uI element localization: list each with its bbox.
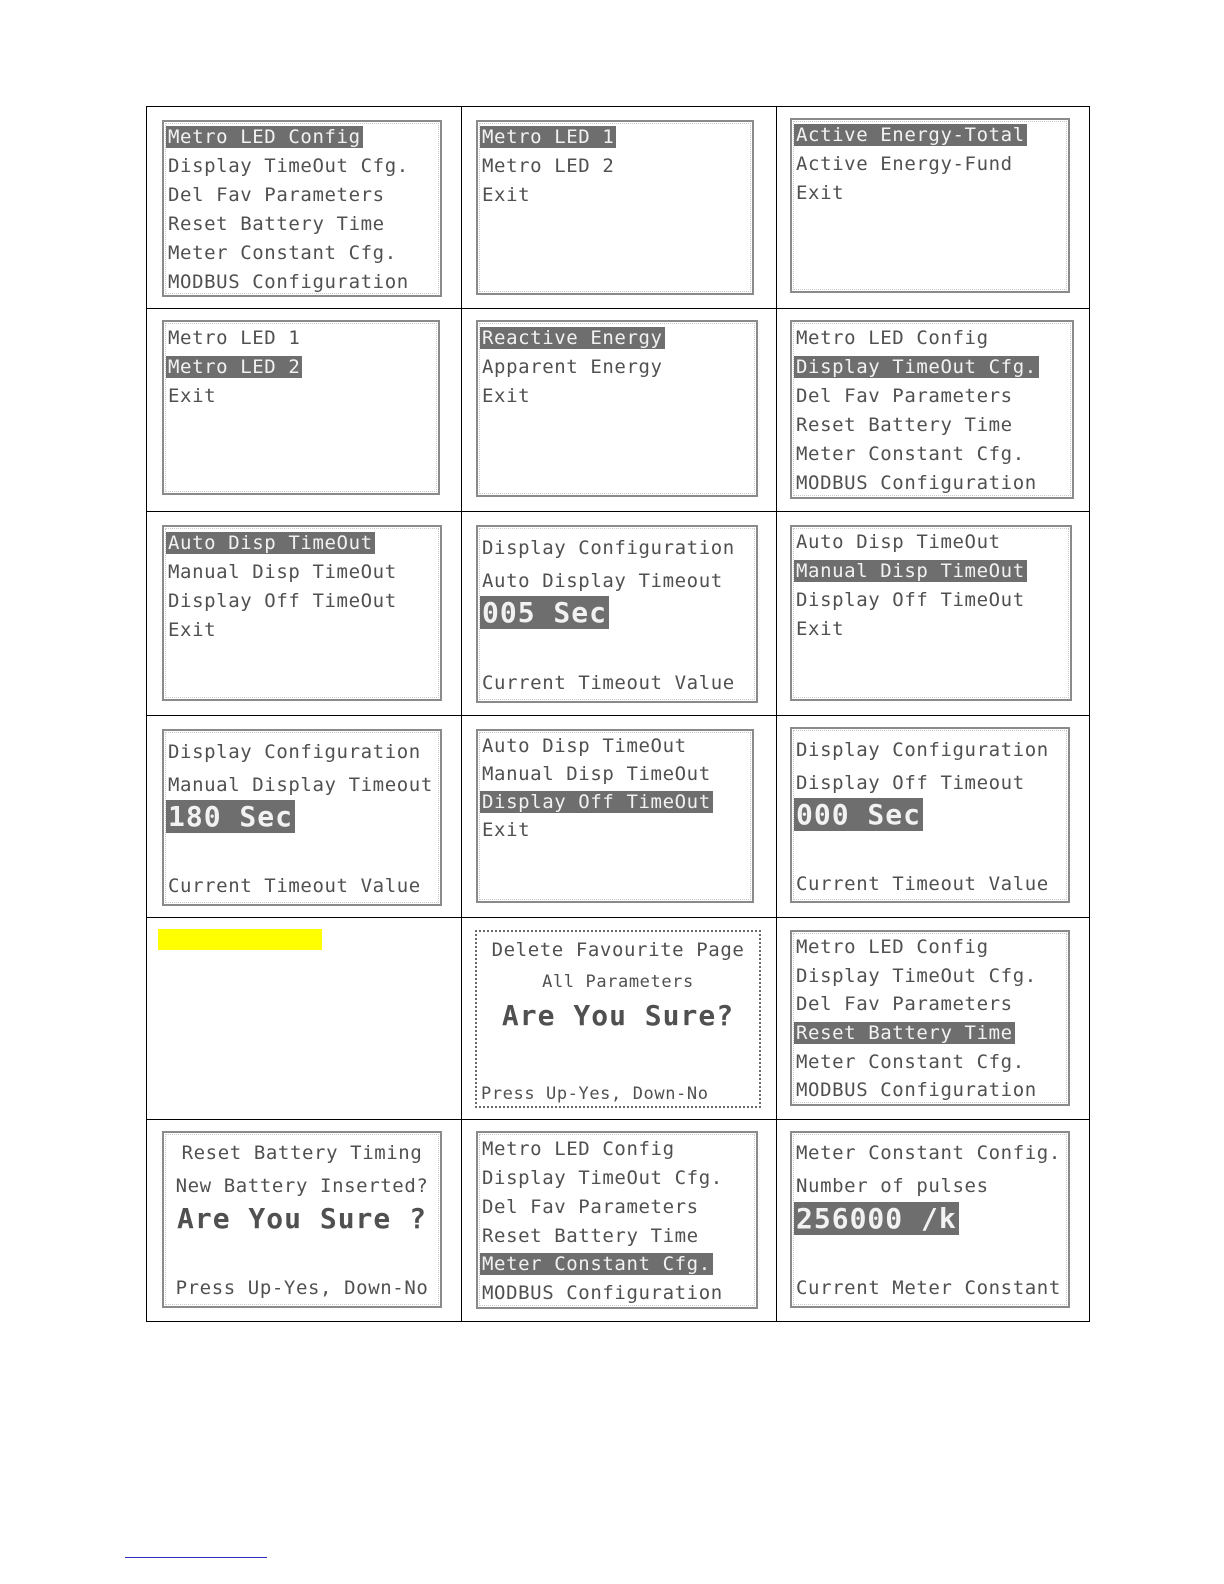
menu-item: Del Fav Parameters [796, 993, 1013, 1015]
menu-item-selected: Metro LED 2 [168, 356, 301, 378]
menu-item: Metro LED Config [482, 1138, 675, 1160]
menu-item: Manual Disp TimeOut [168, 561, 397, 583]
screen-subtitle: All Parameters [542, 972, 694, 992]
menu-item-selected: Meter Constant Cfg. [482, 1253, 711, 1275]
menu-item: Meter Constant Cfg. [796, 1051, 1025, 1073]
lcd-screen-reset-battery-confirm [162, 1131, 442, 1308]
lcd-screen-energy-menu [476, 320, 758, 497]
column-divider [776, 107, 777, 1321]
menu-item: Auto Disp TimeOut [796, 531, 1001, 553]
menu-item: Apparent Energy [482, 356, 663, 378]
timeout-value: 000 Sec [796, 798, 922, 831]
menu-item: Reset Battery Time [168, 213, 385, 235]
menu-item-selected: Auto Disp TimeOut [168, 532, 373, 554]
menu-item: Del Fav Parameters [168, 184, 385, 206]
lcd-screen-metro-led-menu [162, 320, 440, 495]
lcd-screen-main-menu [162, 120, 442, 297]
row-divider [147, 1119, 1089, 1120]
menu-item: MODBUS Configuration [168, 271, 409, 293]
screen-subtitle: Manual Display Timeout [168, 774, 433, 796]
screen-subtitle: Display Off Timeout [796, 772, 1025, 794]
menu-item: Metro LED Config [796, 327, 989, 349]
menu-item: Display Off TimeOut [168, 590, 397, 612]
menu-item: Metro LED 1 [168, 327, 301, 349]
menu-item: Display Off TimeOut [796, 589, 1025, 611]
confirm-question: Are You Sure ? [176, 1202, 427, 1235]
screen-footer: Current Timeout Value [482, 672, 735, 694]
menu-item: Auto Disp TimeOut [482, 735, 687, 757]
lcd-screen-timeout-menu [790, 525, 1072, 701]
lcd-screen-off-timeout-value [790, 727, 1070, 903]
menu-item: Metro LED Config [796, 936, 989, 958]
footnote-separator [125, 1557, 267, 1558]
screen-footer: Press Up-Yes, Down-No [481, 1084, 709, 1104]
menu-item-selected: Display Off TimeOut [482, 791, 711, 813]
row-divider [147, 917, 1089, 918]
menu-item-selected: Reset Battery Time [796, 1022, 1013, 1044]
lcd-screen-timeout-menu [162, 525, 442, 701]
menu-item: Exit [482, 819, 531, 841]
lcd-screen-meter-constant-value [790, 1131, 1070, 1308]
menu-item: Manual Disp TimeOut [482, 763, 711, 785]
screen-title: Display Configuration [482, 537, 735, 559]
screen-subtitle: Auto Display Timeout [482, 570, 723, 592]
screen-footer: Press Up-Yes, Down-No [175, 1277, 429, 1299]
menu-item: Reset Battery Time [796, 414, 1013, 436]
screen-footer: Current Meter Constant [796, 1277, 1061, 1299]
menu-item: Reset Battery Time [482, 1225, 699, 1247]
timeout-value: 005 Sec [482, 596, 608, 629]
column-divider [461, 107, 462, 1321]
screen-title: Display Configuration [168, 741, 421, 763]
menu-item-selected: Active Energy-Total [796, 124, 1025, 146]
screen-title: Delete Favourite Page [491, 939, 745, 961]
lcd-screen-metro-led-menu [476, 120, 754, 295]
screen-title: Reset Battery Timing [181, 1142, 423, 1164]
menu-item: Display TimeOut Cfg. [796, 965, 1037, 987]
menu-item-selected: Metro LED Config [168, 126, 361, 148]
menu-item: Exit [482, 184, 531, 206]
screen-footer: Current Timeout Value [168, 875, 421, 897]
screen-title: Display Configuration [796, 739, 1049, 761]
menu-item-selected: Reactive Energy [482, 327, 663, 349]
lcd-screen-main-menu [790, 930, 1070, 1106]
lcd-screen-auto-timeout-value [476, 525, 758, 703]
menu-item-selected: Display TimeOut Cfg. [796, 356, 1037, 378]
menu-item: MODBUS Configuration [796, 1079, 1037, 1101]
screen-footer: Current Timeout Value [796, 873, 1049, 895]
menu-item: Exit [482, 385, 531, 407]
menu-item: Del Fav Parameters [482, 1196, 699, 1218]
screen-subtitle: Number of pulses [796, 1175, 989, 1197]
lcd-screen-timeout-menu [476, 729, 754, 903]
menu-item: Exit [796, 182, 845, 204]
confirm-question: Are You Sure? [501, 999, 735, 1032]
row-divider [147, 511, 1089, 512]
row-divider [147, 308, 1089, 309]
menu-item: MODBUS Configuration [796, 472, 1037, 494]
screen-title: Meter Constant Config. [796, 1142, 1061, 1164]
menu-item: Exit [168, 619, 217, 641]
menu-item-selected: Manual Disp TimeOut [796, 560, 1025, 582]
meter-constant-value: 256000 /k [796, 1202, 957, 1235]
menu-item: Meter Constant Cfg. [168, 242, 397, 264]
menu-item: Del Fav Parameters [796, 385, 1013, 407]
menu-item: MODBUS Configuration [482, 1282, 723, 1304]
row-divider [147, 715, 1089, 716]
lcd-screen-manual-timeout-value [162, 729, 442, 906]
lcd-screen-main-menu [476, 1131, 758, 1309]
menu-item: Meter Constant Cfg. [796, 443, 1025, 465]
menu-item: Exit [796, 618, 845, 640]
lcd-screen-delete-favourite-confirm [475, 930, 761, 1108]
menu-item: Metro LED 2 [482, 155, 615, 177]
timeout-value: 180 Sec [168, 800, 294, 833]
menu-item-selected: Metro LED 1 [482, 126, 615, 148]
menu-item: Exit [168, 385, 217, 407]
yellow-highlight [158, 929, 322, 950]
lcd-screen-main-menu [790, 320, 1074, 499]
menu-item: Display TimeOut Cfg. [168, 155, 409, 177]
screen-subtitle: New Battery Inserted? [175, 1175, 429, 1197]
lcd-screen-active-energy-menu [790, 118, 1070, 293]
menu-item: Active Energy-Fund [796, 153, 1013, 175]
menu-item: Display TimeOut Cfg. [482, 1167, 723, 1189]
